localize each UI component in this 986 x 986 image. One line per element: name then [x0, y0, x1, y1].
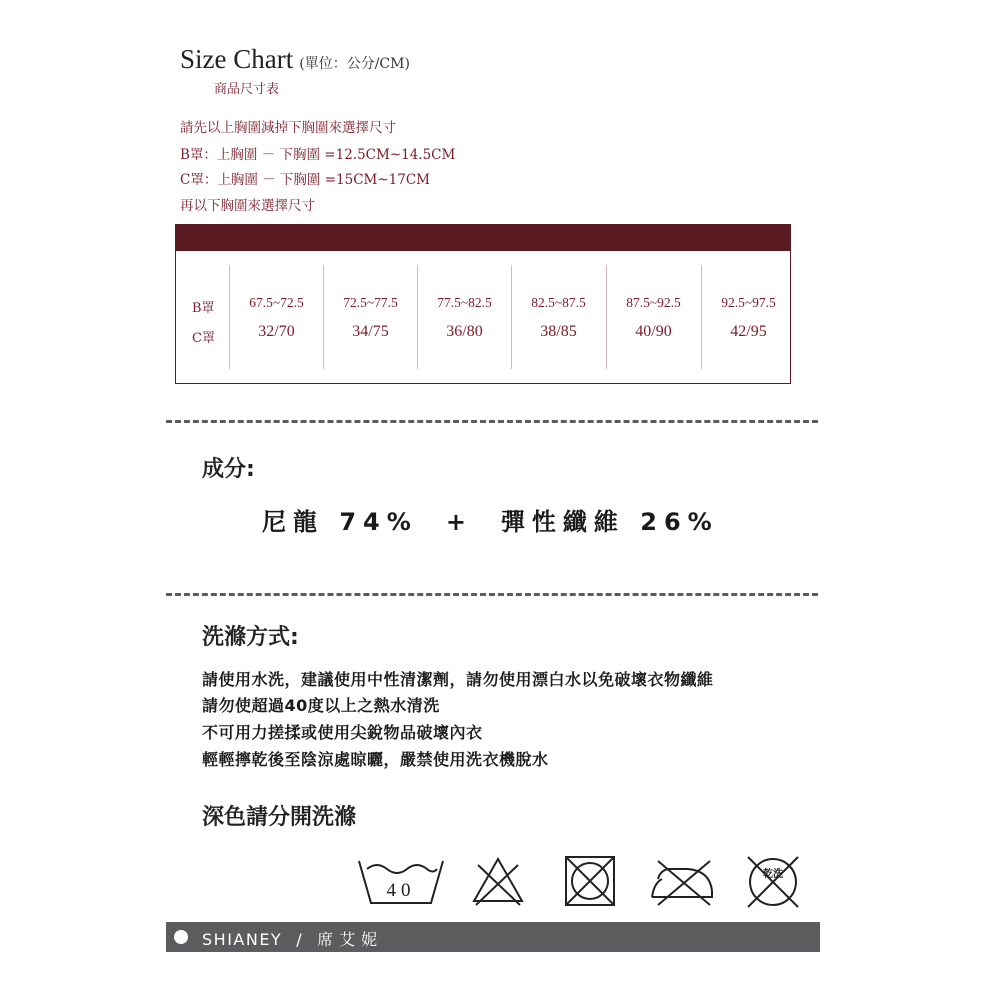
- instruction-line: 再以下胸圍來選擇尺寸: [180, 198, 315, 214]
- washing-heading: 洗滌方式:: [202, 625, 299, 650]
- dashed-divider: [166, 593, 818, 596]
- row-label-c-cup: C罩: [192, 331, 215, 346]
- size-column: [229, 265, 323, 369]
- b-cup-range: 72.5~77.5: [343, 295, 398, 310]
- size-column: [323, 265, 417, 369]
- instruction-line: B罩：上胸圍 － 下胸圍 =12.5CM~14.5CM: [180, 147, 456, 163]
- size-table-header-bar: [176, 225, 790, 251]
- c-cup-size: 36/80: [446, 323, 483, 340]
- washing-instruction: 請使用水洗，建議使用中性清潔劑，請勿使用漂白水以免破壞衣物纖維: [202, 670, 714, 689]
- size-column: [417, 265, 511, 369]
- no-tumble-dry-icon: [562, 853, 618, 909]
- dark-colors-note: 深色請分開洗滌: [202, 805, 357, 830]
- instruction-line: C罩：上胸圍 － 下胸圍 =15CM~17CM: [180, 172, 430, 188]
- c-cup-size: 38/85: [540, 323, 577, 340]
- b-cup-range: 77.5~82.5: [437, 295, 492, 310]
- size-chart-subtitle: 商品尺寸表: [214, 82, 280, 97]
- instruction-line: 請先以上胸圍減掉下胸圍來選擇尺寸: [180, 120, 396, 136]
- washing-instruction: 請勿使超過40度以上之熱水清洗: [202, 696, 440, 715]
- c-cup-size: 40/90: [635, 323, 672, 340]
- c-cup-size: 42/95: [730, 323, 767, 340]
- brand-footer-bar: [166, 922, 820, 952]
- b-cup-range: 82.5~87.5: [531, 295, 586, 310]
- no-dry-clean-icon: [744, 853, 802, 909]
- composition-plus: +: [445, 508, 473, 536]
- dashed-divider: [166, 420, 818, 423]
- composition-heading: 成分:: [202, 457, 255, 482]
- bullet-dot-icon: [174, 930, 188, 944]
- dry-clean-text: 乾洗: [763, 869, 783, 880]
- wash-temperature-text: 40: [386, 880, 416, 901]
- c-cup-size: 32/70: [258, 323, 295, 340]
- size-chart-unit: (單位：公分/CM): [299, 56, 410, 72]
- b-cup-range: 67.5~72.5: [249, 295, 304, 310]
- brand-name-zh: 席艾妮: [317, 930, 384, 949]
- row-label-b-cup: B罩: [192, 301, 215, 316]
- size-column: [511, 265, 605, 369]
- b-cup-range: 87.5~92.5: [626, 295, 681, 310]
- washing-instruction: 輕輕擰乾後至陰涼處晾曬，嚴禁使用洗衣機脫水: [202, 750, 549, 769]
- brand-name: [202, 927, 383, 950]
- composition-elastane: 彈性纖維 26%: [500, 508, 719, 536]
- size-column: [701, 265, 795, 369]
- c-cup-size: 34/75: [352, 323, 389, 340]
- b-cup-range: 92.5~97.5: [721, 295, 776, 310]
- size-chart-title-text: Size Chart: [180, 44, 294, 74]
- size-table: [175, 224, 791, 384]
- composition-line: [262, 502, 719, 537]
- no-bleach-icon: [470, 853, 526, 909]
- no-iron-icon: [648, 853, 716, 909]
- brand-separator: /: [296, 930, 304, 949]
- composition-nylon: 尼龍 74%: [262, 508, 418, 536]
- size-chart-title: [180, 44, 410, 75]
- brand-name-en: SHIANEY: [202, 930, 283, 949]
- size-column: [606, 265, 700, 369]
- wash-40-icon: [357, 853, 445, 909]
- washing-instruction: 不可用力搓揉或使用尖銳物品破壞內衣: [202, 723, 483, 742]
